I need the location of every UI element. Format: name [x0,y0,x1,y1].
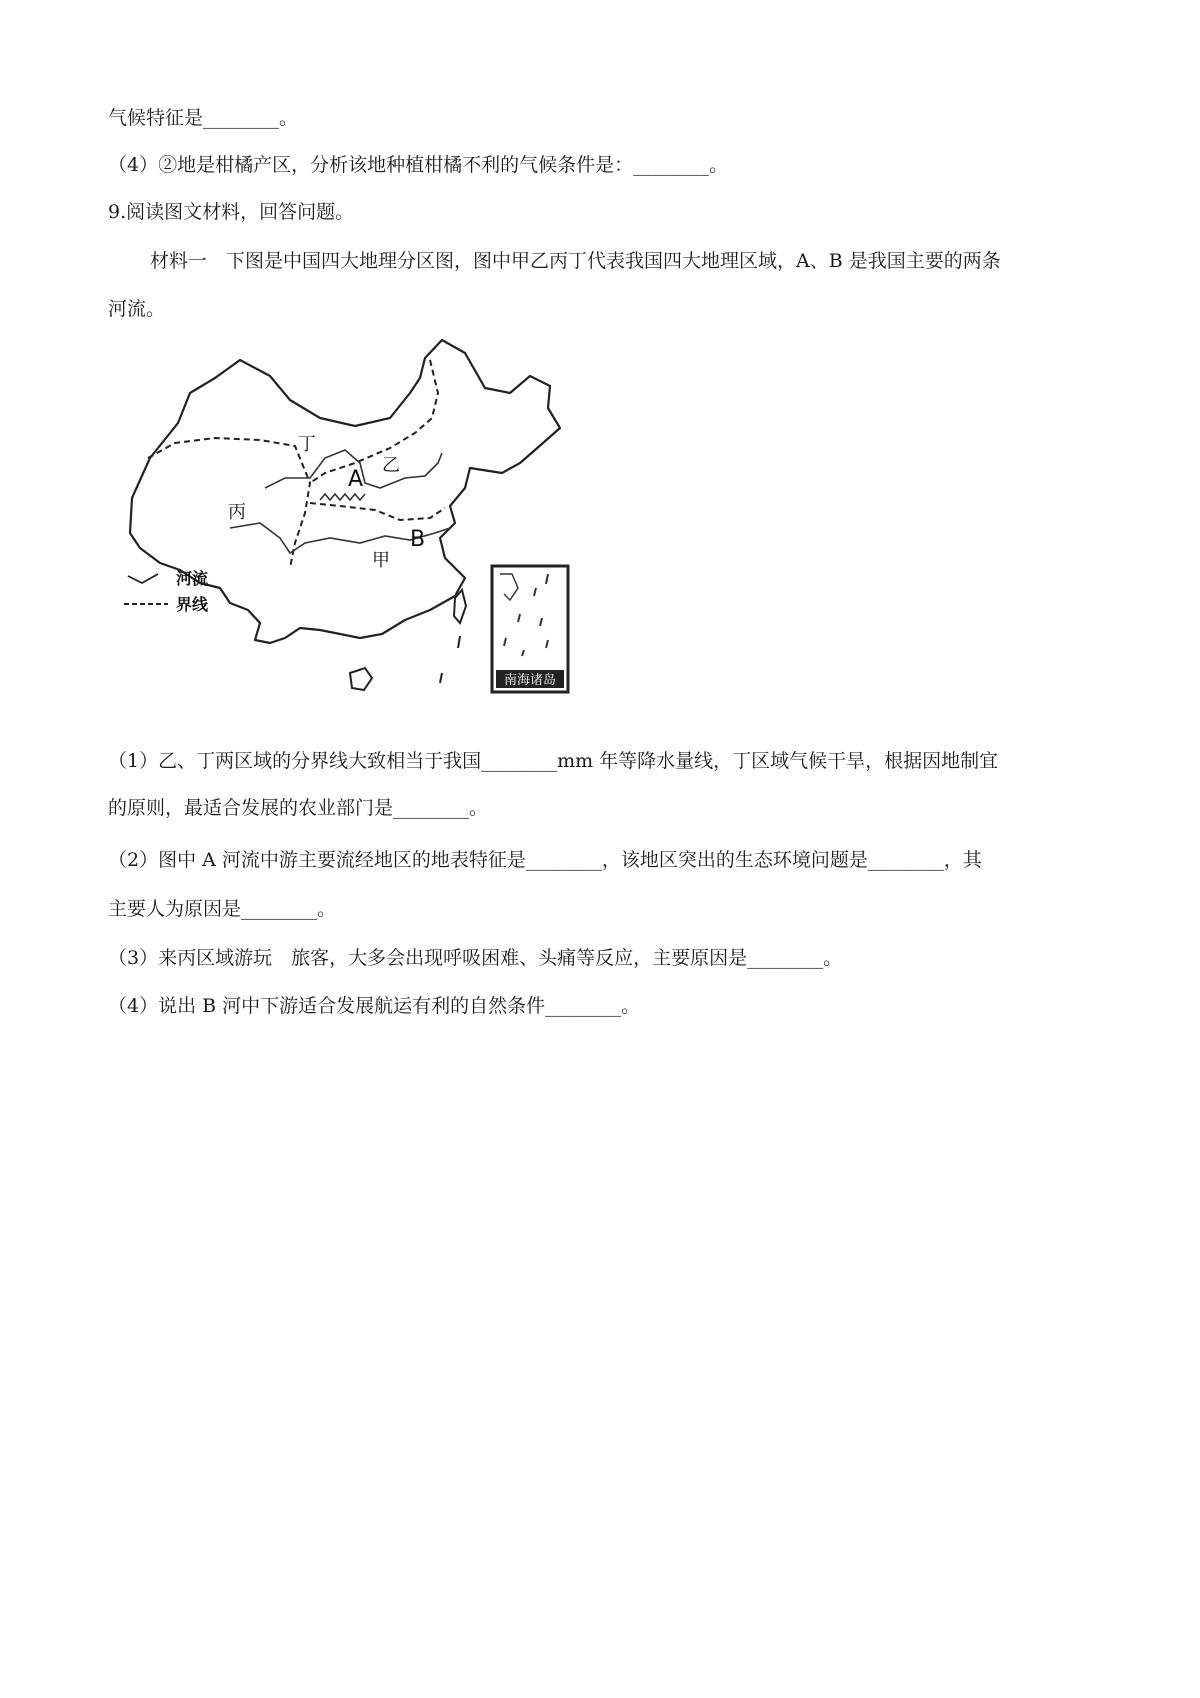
region-bing-label: 丙 [228,502,246,523]
legend-river-label: 河流 [176,569,209,588]
river-a-yellow-wave [320,494,365,500]
question-9-title: 9.阅读图文材料，回答问题。 [108,201,355,223]
legend-river-symbol [128,574,158,583]
question-1-line-2: 的原则，最适合发展的农业部门是________。 [108,797,489,819]
material-one-line-2: 河流。 [108,298,166,320]
material-one-line-1: 材料一 下图是中国四大地理分区图，图中甲乙丙丁代表我国四大地理区域，A、B 是我国主要的两条 [150,250,1001,272]
boundary-qinling [310,503,445,520]
text-line-climate: 气候特征是________。 [108,107,299,129]
question-2-line-1: （2）图中 A 河流中游主要流经地区的地表特征是________，该地区突出的生态环境问题是________，其 [108,849,982,871]
question-4: （4）②地是柑橘产区，分析该地种植柑橘不利的气候条件是：________。 [108,154,729,176]
river-a-label: A [348,467,364,492]
inset-label: 南海诸岛 [503,673,557,688]
region-jia-label: 甲 [372,550,390,571]
question-4-b: （4）说出 B 河中下游适合发展航运有利的自然条件________。 [108,995,641,1017]
question-3: （3）来丙区域游玩 旅客，大多会出现呼吸困难、头痛等反应，主要原因是________。 [108,947,843,969]
region-ding-label: 丁 [298,434,316,455]
china-regions-map [120,338,610,713]
river-b-label: B [410,527,426,552]
question-1-line-1: （1）乙、丁两区域的分界线大致相当于我国________mm 年等降水量线，丁区域气候干旱，根据因地制宜 [108,750,999,772]
south-china-sea-inset [492,566,568,692]
hainan-island [350,668,372,690]
region-yi-label: 乙 [382,455,400,476]
question-2-line-2: 主要人为原因是________。 [108,898,337,920]
legend-boundary-label: 界线 [176,595,209,614]
